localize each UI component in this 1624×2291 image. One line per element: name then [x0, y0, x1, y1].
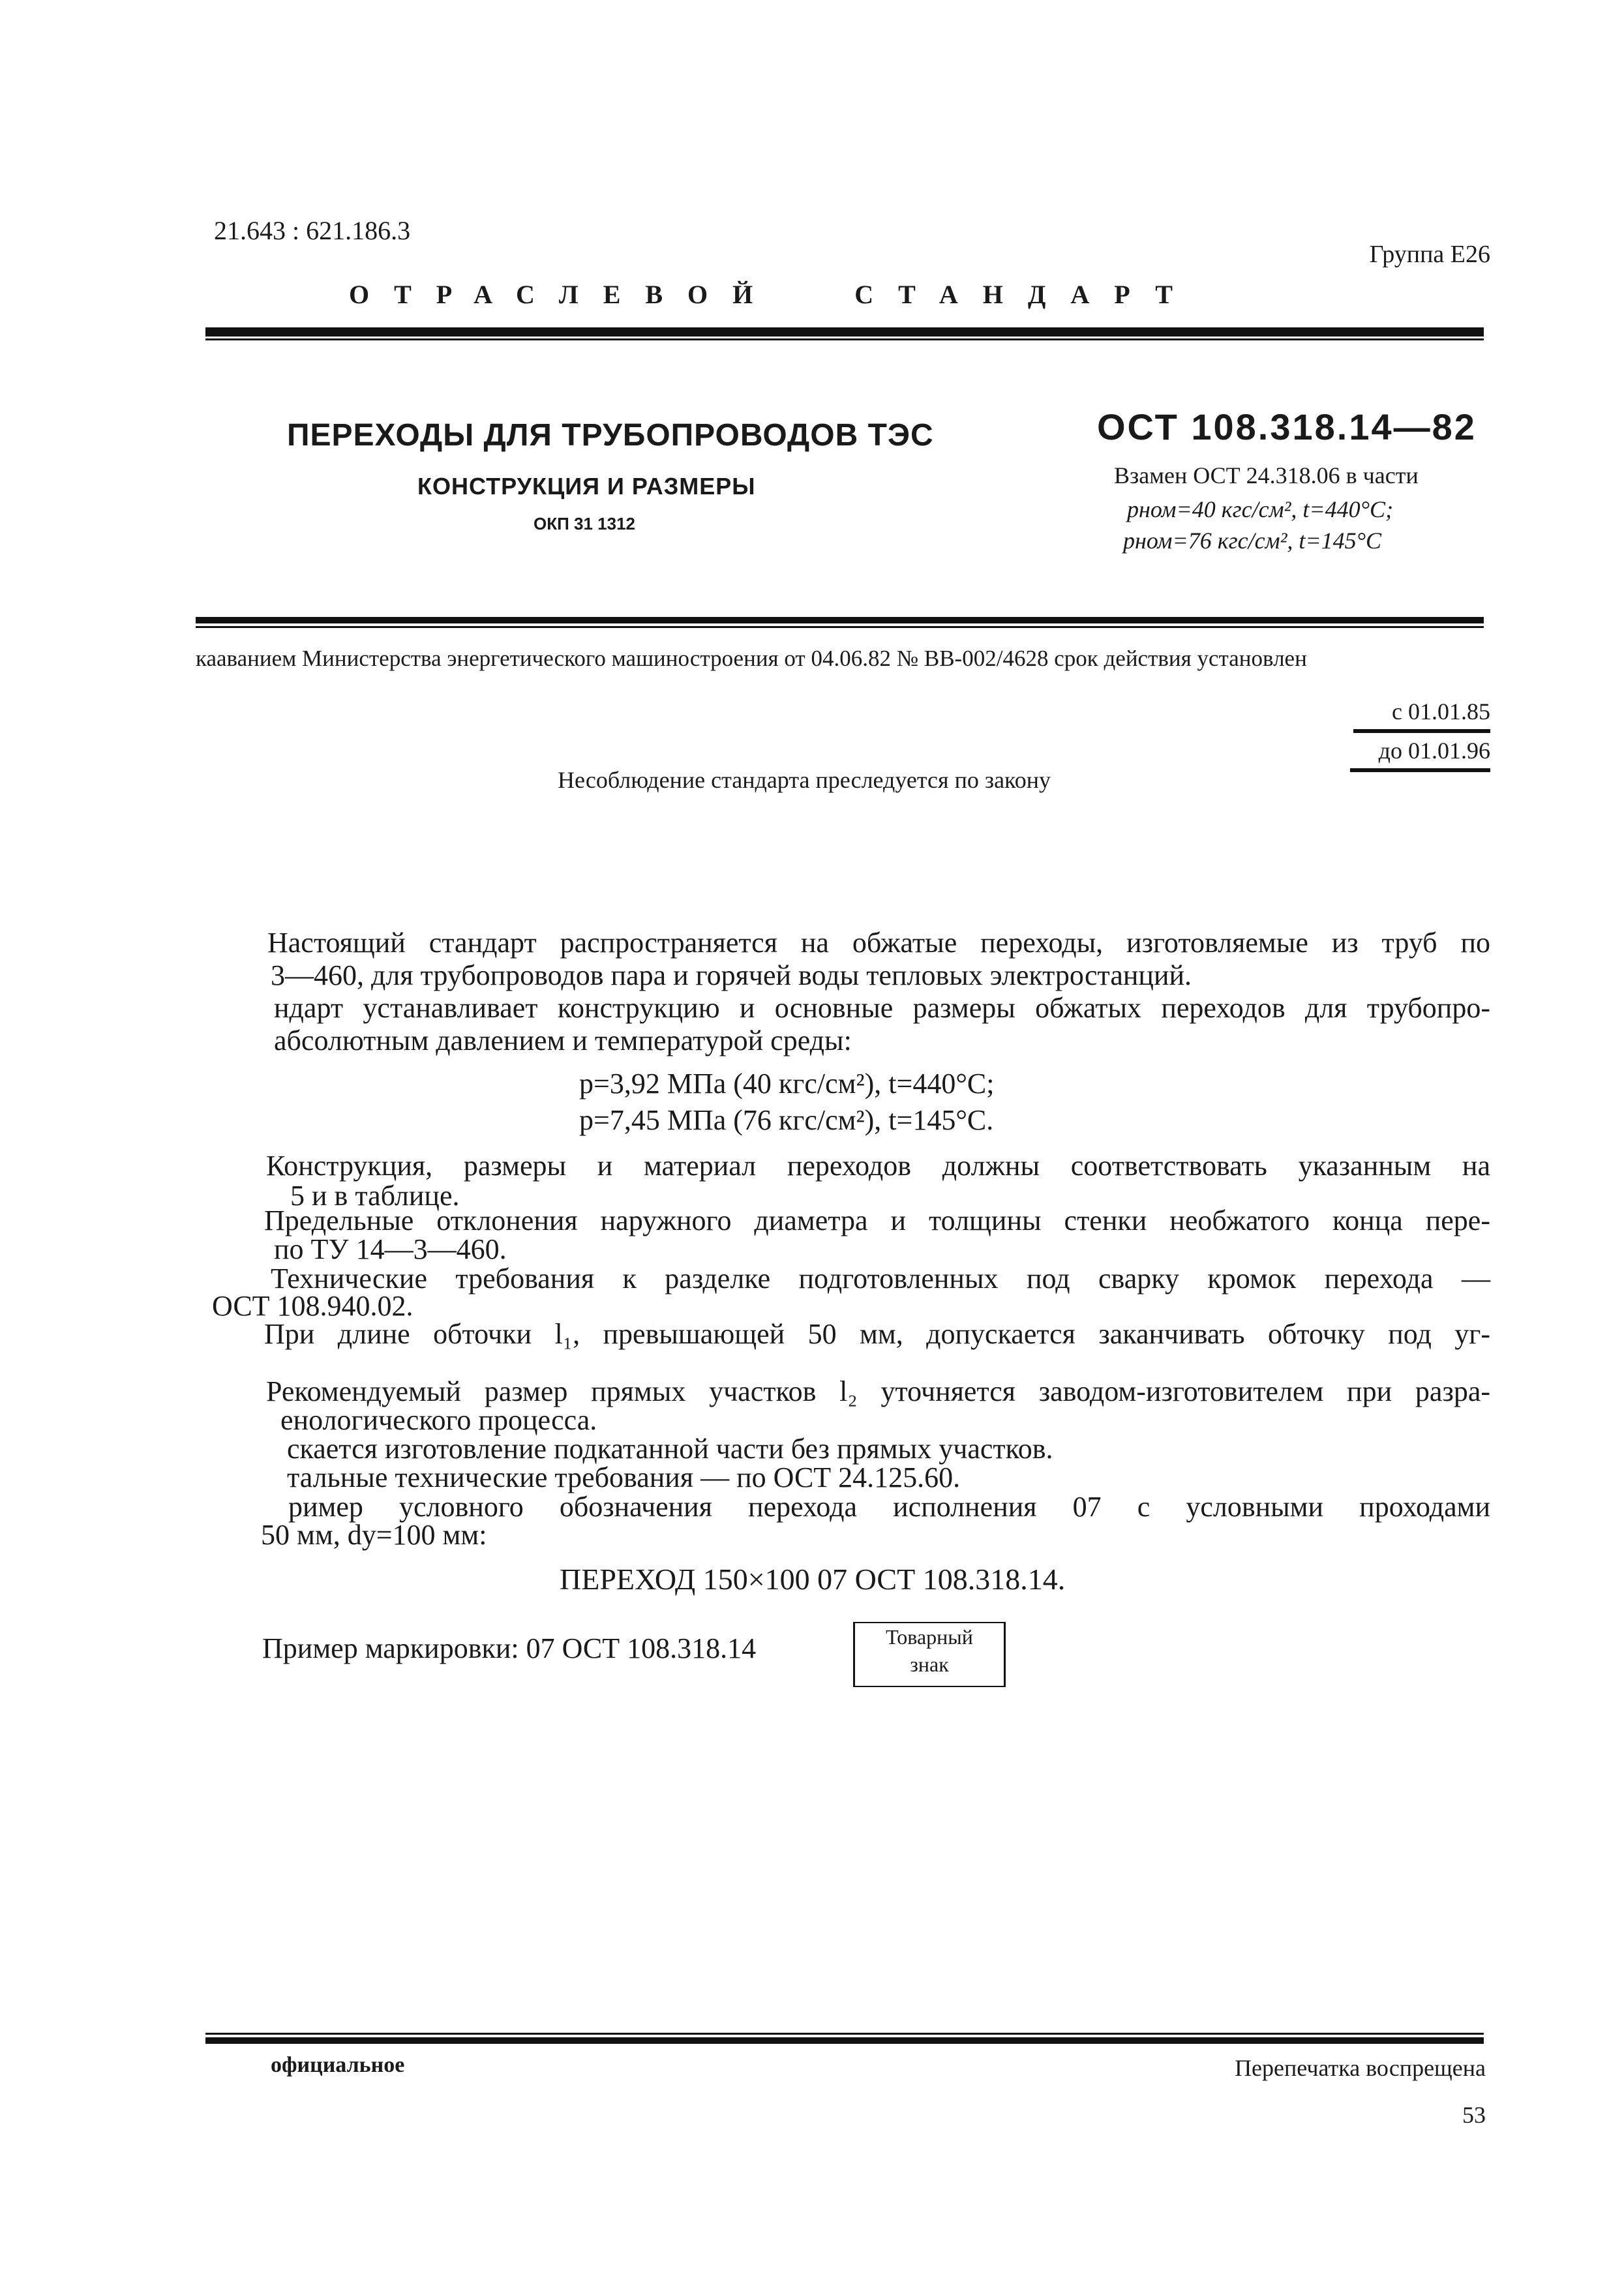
- replaces-condition-2: pном=76 кгс/см², t=145°C: [1123, 528, 1382, 554]
- marking-example: Пример маркировки: 07 ОСТ 108.318.14: [262, 1632, 757, 1664]
- body-line: ндарт устанавливает конструкцию и основные размеры обжатых переходов для трубопро-: [274, 992, 1490, 1024]
- body-line: скается изготовление подкатанной части без прямых участков.: [287, 1433, 1053, 1465]
- body-line: 5 и в таблице.: [290, 1180, 460, 1212]
- udc-code: 21.643 : 621.186.3: [214, 216, 411, 245]
- body-line: Конструкция, размеры и материал переходов должны соответствовать указанным на: [266, 1150, 1490, 1182]
- reprint-prohibited-label: Перепечатка воспрещена: [1235, 2055, 1486, 2081]
- body-line: ОСТ 108.940.02.: [212, 1290, 414, 1322]
- body-line: абсолютным давлением и температурой среды:: [274, 1025, 852, 1056]
- valid-to-date: до 01.01.96: [1378, 738, 1490, 764]
- bottom-rule-thick: [205, 2037, 1484, 2044]
- page-number: 53: [1462, 2102, 1486, 2128]
- body-line: Рекомендуемый размер прямых участков l₂ уточняется заводом-изготовителем при разра-: [266, 1375, 1490, 1407]
- top-rule-thick: [205, 327, 1484, 337]
- middle-rule-thin: [196, 626, 1484, 628]
- designation-example: ПЕРЕХОД 150×100 07 ОСТ 108.318.14.: [560, 1563, 1066, 1596]
- bottom-rule-thin: [205, 2033, 1484, 2035]
- trademark-line-2: знак: [910, 1653, 949, 1676]
- body-line: Настоящий стандарт распространяется на обжатые переходы, изготовляемые из труб по: [267, 927, 1490, 959]
- group-code: Группа Е26: [1369, 241, 1490, 268]
- trademark-box: [853, 1622, 1006, 1687]
- approval-statement: кааванием Министерства энергетического машиностроения от 04.06.82 № ВВ-002/4628 срок действия установлен: [196, 646, 1307, 671]
- body-line: 50 мм, dу=100 мм:: [261, 1519, 487, 1551]
- valid-from-date: с 01.01.85: [1392, 698, 1490, 725]
- replaces-note: Взамен ОСТ 24.318.06 в части: [1114, 462, 1419, 488]
- middle-rule-thick: [196, 617, 1484, 623]
- formula-pressure-2: p=7,45 МПа (76 кгс/см²), t=145°C.: [579, 1104, 994, 1136]
- standard-number: ОСТ 108.318.14—82: [1097, 406, 1477, 447]
- body-line: Технические требования к разделке подготовленных под сварку кромок перехода —: [271, 1263, 1490, 1295]
- body-line: енологического процесса.: [280, 1404, 597, 1436]
- body-line: Предельные отклонения наружного диаметра и толщины стенки необжатого конца пере-: [264, 1205, 1490, 1236]
- valid-to-rule: [1350, 768, 1490, 772]
- body-line: ример условного обозначения перехода исполнения 07 с условными проходами: [288, 1491, 1490, 1523]
- okp-code: ОКП 31 1312: [534, 514, 635, 533]
- body-line: 3—460, для трубопроводов пара и горячей воды тепловых электростанций.: [271, 959, 1192, 991]
- body-line: по ТУ 14—3—460.: [274, 1233, 507, 1265]
- formula-pressure-1: p=3,92 МПа (40 кгс/см²), t=440°C;: [579, 1068, 995, 1100]
- replaces-condition-1: pном=40 кгс/см², t=440°C;: [1127, 496, 1394, 522]
- top-rule-thin: [205, 338, 1484, 340]
- document-subtitle: КОНСТРУКЦИЯ И РАЗМЕРЫ: [417, 473, 756, 500]
- standard-type-heading: ОТРАСЛЕВОЙ СТАНДАРТ: [349, 280, 1197, 309]
- document-title: ПЕРЕХОДЫ ДЛЯ ТРУБОПРОВОДОВ ТЭС: [287, 418, 934, 453]
- body-line: тальные технические требования — по ОСТ 24.125.60.: [287, 1461, 961, 1493]
- trademark-line-1: Товарный: [886, 1625, 973, 1649]
- official-edition-label: официальное: [271, 2053, 405, 2077]
- noncompliance-notice: Несоблюдение стандарта преследуется по закону: [558, 767, 1051, 793]
- valid-from-rule: [1353, 729, 1490, 733]
- body-line: При длине обточки l₁, превышающей 50 мм, допускается заканчивать обточку под уг-: [264, 1318, 1490, 1350]
